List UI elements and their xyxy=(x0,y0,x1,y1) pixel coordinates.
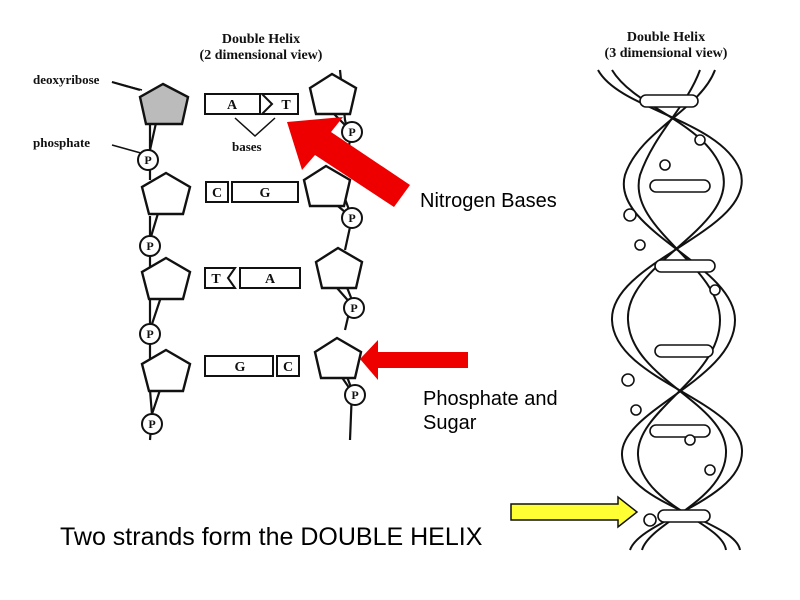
base-letter: T xyxy=(211,272,221,287)
sugar-right-4 xyxy=(315,338,361,378)
label-deoxyribose: deoxyribose xyxy=(33,72,100,87)
base-box-right-1 xyxy=(262,94,298,114)
arrows xyxy=(287,117,468,380)
title-2d-line1: Double Helix xyxy=(221,32,301,47)
p-symbol: P xyxy=(144,153,152,167)
title-3d xyxy=(582,30,750,62)
base-letter: A xyxy=(226,98,238,113)
base-letter: C xyxy=(282,360,294,375)
p-symbol: P xyxy=(348,125,356,139)
left-backbone-strand xyxy=(112,82,152,440)
red-arrow-phosphate-sugar xyxy=(360,340,468,380)
label-phosphate: phosphate xyxy=(33,135,91,150)
title-3d-line2: (3 dimensional view) xyxy=(604,46,728,61)
callout-nitrogen-bases: Nitrogen Bases xyxy=(420,190,557,212)
yellow-arrow-double-helix xyxy=(511,497,637,527)
base-letter: C xyxy=(211,186,223,201)
helix-strand-a xyxy=(598,70,742,550)
p-symbol: P xyxy=(146,239,154,253)
base-letter: G xyxy=(259,186,271,201)
p-symbol: P xyxy=(348,211,356,225)
sugar-right-1 xyxy=(310,74,356,114)
p-symbol: P xyxy=(146,327,154,341)
label-bases: bases xyxy=(232,139,262,154)
p-symbol: P xyxy=(351,388,359,402)
sugar-left-1 xyxy=(140,84,188,124)
title-2d xyxy=(176,32,346,64)
base-letter: A xyxy=(264,272,276,287)
callout-phosphate-sugar: Phosphate and Sugar xyxy=(423,388,558,434)
base-letter: G xyxy=(234,360,246,375)
base-letter: T xyxy=(281,98,291,113)
helix-strand-a-inner xyxy=(612,70,726,550)
title-3d-line1: Double Helix xyxy=(626,30,706,45)
title-2d-line2: (2 dimensional view) xyxy=(199,48,323,63)
helix-3d xyxy=(598,70,742,550)
helix-strand-b xyxy=(622,70,740,550)
p-symbol: P xyxy=(148,417,156,431)
helix-strand-b-inner xyxy=(638,70,726,550)
sugar-right-3 xyxy=(316,248,362,288)
caption-double-helix: Two strands form the DOUBLE HELIX xyxy=(60,523,483,551)
p-symbol: P xyxy=(350,301,358,315)
